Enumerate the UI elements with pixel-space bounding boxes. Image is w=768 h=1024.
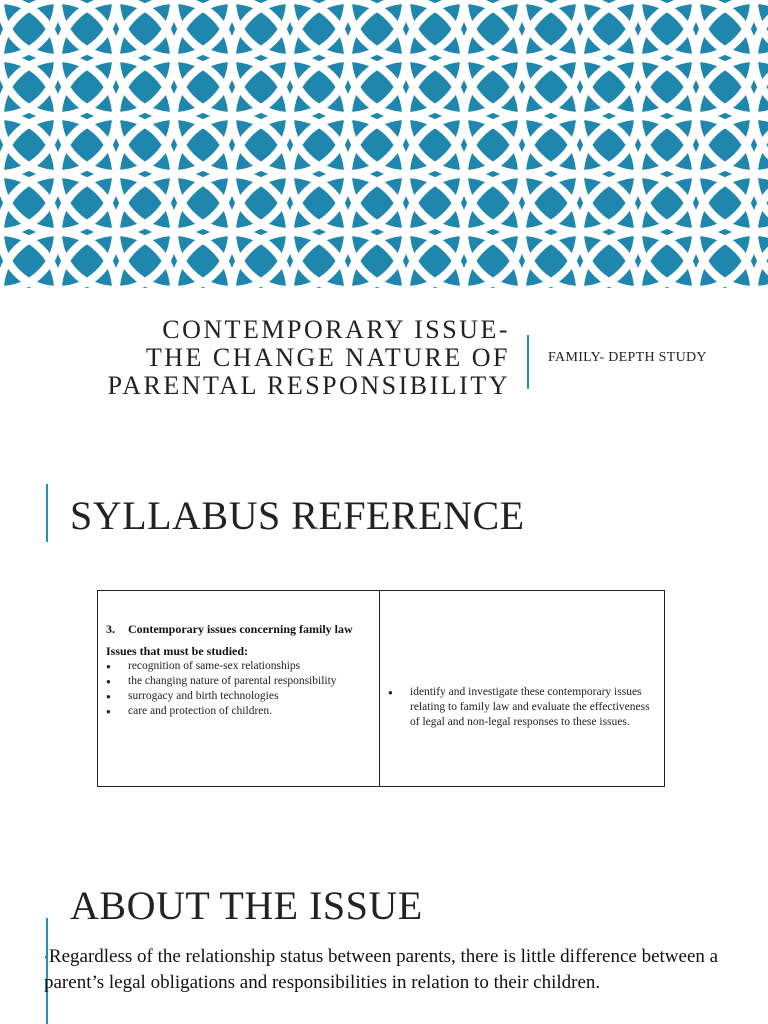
title-divider [527, 335, 529, 389]
outcomes-list [388, 685, 654, 730]
list-item: ● care and protection of children. [106, 705, 273, 717]
syllabus-heading: SYLLABUS REFERENCE [70, 493, 525, 538]
section-title-text: Contemporary issues concerning family law [128, 622, 353, 636]
bullet-icon: • [44, 951, 49, 966]
list-item: ● recognition of same-sex relationships [106, 660, 301, 672]
syllabus-content-column [98, 591, 380, 786]
issues-list [106, 659, 369, 719]
bullet-icon: ● [106, 677, 111, 686]
about-heading: ABOUT THE ISSUE [70, 883, 423, 928]
bullet-icon: ● [388, 688, 393, 697]
bullet-icon: ● [106, 662, 111, 671]
slide-title-line-2: THE CHANGE NATURE OF [145, 343, 510, 372]
issues-heading: Issues that must be studied: [106, 644, 249, 658]
syllabus-outcomes-column [380, 591, 664, 786]
slide-subtitle: FAMILY- DEPTH STUDY [548, 350, 707, 365]
list-item: ● the changing nature of parental responsibility [106, 675, 337, 687]
bullet-icon: ● [106, 707, 111, 716]
section-number: 3. [106, 622, 115, 636]
header-pattern-banner [0, 0, 768, 288]
bullet-icon: ● [106, 692, 111, 701]
list-item: ● surrogacy and birth technologies [106, 690, 279, 702]
syllabus-table [97, 590, 665, 787]
slide-title-line-1: CONTEMPORARY ISSUE- [162, 315, 510, 344]
accent-bar [46, 484, 48, 542]
section-title [106, 621, 369, 637]
about-text: Regardless of the relationship status between parents, there is little difference between a parent’s legal obligations and responsibilities in relation to their children. [44, 946, 719, 993]
about-bullet-paragraph [44, 945, 744, 995]
slide-title [40, 316, 510, 400]
list-item: ● identify and investigate these contemporary issues relating to family law and evaluate the effectiveness of legal and non-legal responses to these issues. [388, 686, 650, 728]
slide-title-line-3: PARENTAL RESPONSIBILITY [107, 371, 510, 400]
